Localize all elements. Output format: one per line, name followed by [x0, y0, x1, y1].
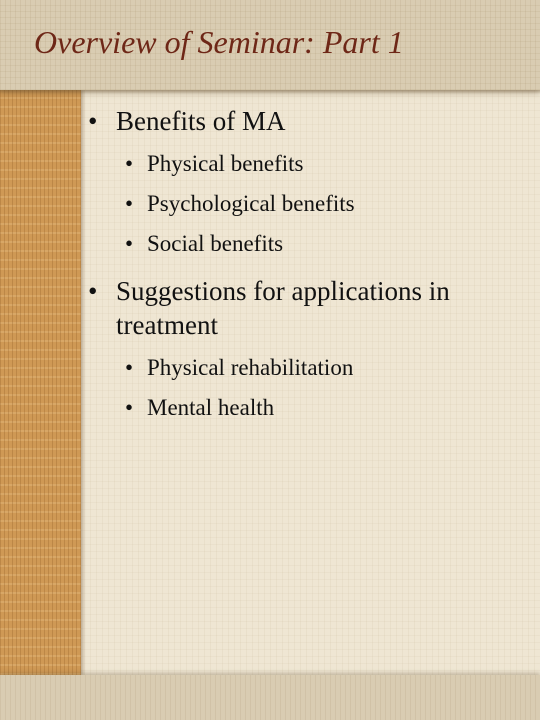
sub-bullet-item	[88, 224, 528, 264]
sub-bullet-list	[88, 144, 528, 264]
bottom-band	[0, 675, 540, 720]
bullet-heading-text: Suggestions for applications in treatment	[116, 276, 450, 340]
bullet-heading	[88, 274, 528, 342]
bullet-icon: •	[125, 151, 134, 176]
bullet-heading-text: Benefits of MA	[116, 106, 286, 136]
sub-bullet-text: Mental health	[147, 395, 275, 420]
sub-bullet-text: Physical benefits	[147, 151, 304, 176]
sub-bullet-list	[88, 348, 528, 428]
bullet-icon: •	[125, 191, 134, 216]
sub-bullet-item	[88, 388, 528, 428]
sub-bullet-item	[88, 184, 528, 224]
slide-title: Overview of Seminar: Part 1	[34, 24, 404, 60]
bullet-icon: •	[88, 106, 98, 136]
bullet-icon: •	[88, 276, 98, 306]
sub-bullet-text: Psychological benefits	[147, 191, 355, 216]
sub-bullet-text: Physical rehabilitation	[147, 355, 354, 380]
section-benefits	[88, 104, 528, 264]
bullet-icon: •	[125, 355, 134, 380]
sub-bullet-item	[88, 144, 528, 184]
section-treatment	[88, 274, 528, 428]
slide-content	[88, 104, 528, 428]
bullet-icon: •	[125, 395, 134, 420]
sub-bullet-text: Social benefits	[147, 231, 284, 256]
sub-bullet-item	[88, 348, 528, 388]
title-band	[0, 0, 540, 90]
decorative-side-strip	[0, 90, 81, 675]
bullet-heading	[88, 104, 528, 138]
bullet-icon: •	[125, 231, 134, 256]
